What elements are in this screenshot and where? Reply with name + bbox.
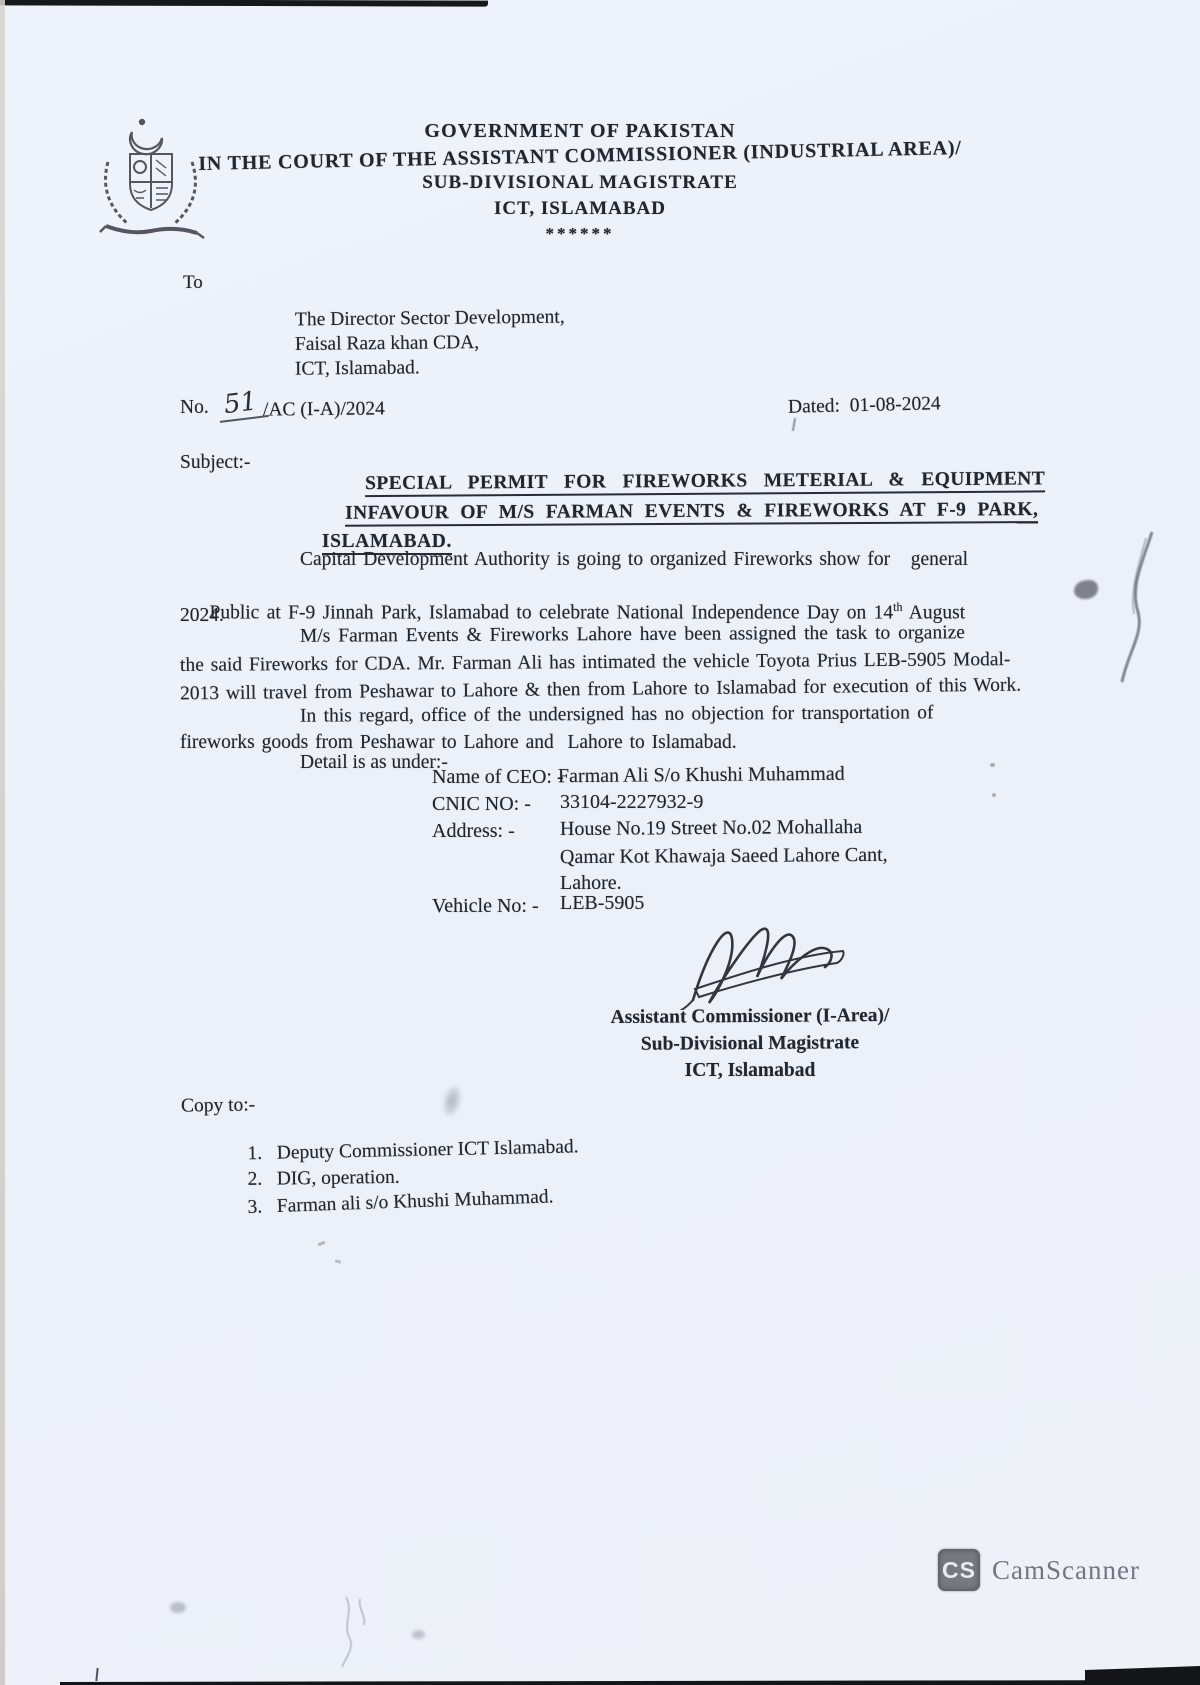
para1-line3: 2024. [180,605,224,626]
detail-value-address-3: Lahore. [560,872,622,894]
subject-line-2-text: INFAVOUR OF M/S FARMAN EVENTS & FIREWORKS AT F-9 PARK, [345,499,1038,527]
details-intro: Detail is as under:- [300,752,448,773]
subject-line-3-text: ISLAMABAD. [322,531,452,555]
copy-item-3-num: 3. [247,1196,263,1218]
para3-line1: In this regard, office of the undersigned has no objection for transportation of [299,702,934,727]
handwritten-signature-icon [665,905,865,1010]
detail-value-address-1: House No.19 Street No.02 Mohallaha [559,815,863,841]
para2-line3: 2013 will travel from Peshawar to Lahore & then from Lahore to Islamabad for execution of this Work. [179,674,1022,705]
para1-line2-pre: Public at F-9 Jinnah Park, Islamabad to celebrate National Independence Day on 14 [209,602,894,624]
para2-line2: the said Fireworks for CDA. Mr. Farman Ali has intimated the vehicle Toyota Prius LEB-5905 Modal- [179,649,1011,676]
header-court-line: IN THE COURT OF THE ASSISTANT COMMISSIONER (INDUSTRIAL AREA)/ [198,137,962,175]
detail-label-address: Address: - [432,820,515,842]
salutation: To [183,272,203,293]
subject-line-1-text: SPECIAL PERMIT FOR FIREWORKS METERIAL & EQUIPMENT [365,468,1045,497]
faint-blob-bottom-left-1 [170,1602,186,1613]
para1-line2-post: August [902,602,966,624]
ref-no-handwritten: 51 [216,385,269,423]
para1-line2-ordinal: th [893,600,903,614]
addressee-line-3: ICT, Islamabad. [294,357,420,380]
copy-item-1-text: Deputy Commissioner ICT Islamabad. [276,1136,579,1164]
scan-edge-left [0,0,5,1685]
para2-line1: M/s Farman Events & Fireworks Lahore have been assigned the task to organize [299,622,965,647]
header-city-line: ICT, ISLAMABAD [493,198,666,219]
para3-line2: fireworks goods from Peshawar to Lahore and Lahore to Islamabad. [180,732,737,753]
speck-mid-1 [318,1241,326,1246]
header-office-line: SUB-DIVISIONAL MAGISTRATE [422,172,738,193]
ink-blot [1074,580,1098,599]
faint-scratch [320,1595,410,1670]
signatory-title-3: ICT, Islamabad [684,1060,816,1081]
detail-value-address-2: Qamar Kot Khawaja Saeed Lahore Cant, [559,843,888,869]
header-separator: ****** [545,224,615,243]
detail-label-ceo: Name of CEO: - [432,766,564,788]
speck-right-1 [990,763,995,767]
scan-mark-bottom-tick [95,1668,98,1681]
ref-no-rest: /AC (I-A)/2024 [262,398,385,421]
camscanner-brand: CamScanner [992,1554,1140,1585]
scan-edge-bottom [60,1680,1200,1685]
detail-value-vehicle: LEB-5905 [560,892,645,914]
copy-to-label: Copy to:- [180,1094,256,1117]
smudge-mark-above-date [792,418,796,431]
speck-right-2 [992,793,996,797]
copy-item-3-gap [262,1196,277,1217]
camscanner-watermark [938,1549,1140,1591]
para1-line1: Capital Development Authority is going to organized Fireworks show for general [300,549,969,570]
copy-item-2-num: 2. [247,1168,263,1190]
copy-item-2-text: DIG, operation. [276,1166,400,1190]
copy-item-3-text: Farman ali s/o Khushi Muhammad. [276,1186,554,1217]
detail-value-ceo: Farman Ali S/o Khushi Muhammad [557,762,845,788]
detail-value-cnic: 33104-2227932-9 [560,791,704,813]
addressee-line-2: Faisal Raza khan CDA, [294,332,480,355]
signatory-title-2: Sub-Divisional Magistrate [640,1032,860,1055]
copy-item-1-num: 1. [247,1142,263,1165]
copy-item-3 [227,1164,555,1241]
detail-label-cnic: CNIC NO: - [432,793,531,815]
faint-blob-bottom-left-2 [412,1630,425,1639]
signatory-title-1: Assistant Commissioner (I-Area)/ [610,1005,890,1028]
ink-streak [1100,528,1170,688]
scan-edge-top [0,0,488,7]
subject-label: Subject:- [180,452,251,473]
speck-mid-2 [335,1259,342,1263]
ref-no-label: No. [180,397,209,418]
ref-dated: Dated: 01-08-2024 [787,393,941,418]
addressee-line-1: The Director Sector Development, [294,306,565,331]
scan-edge-bottom-right [1085,1666,1200,1685]
detail-label-vehicle: Vehicle No: - [432,895,539,917]
header-org: GOVERNMENT OF PAKISTAN [424,120,736,142]
smudge-above-copy [441,1085,464,1118]
camscanner-icon: CS [938,1549,980,1591]
